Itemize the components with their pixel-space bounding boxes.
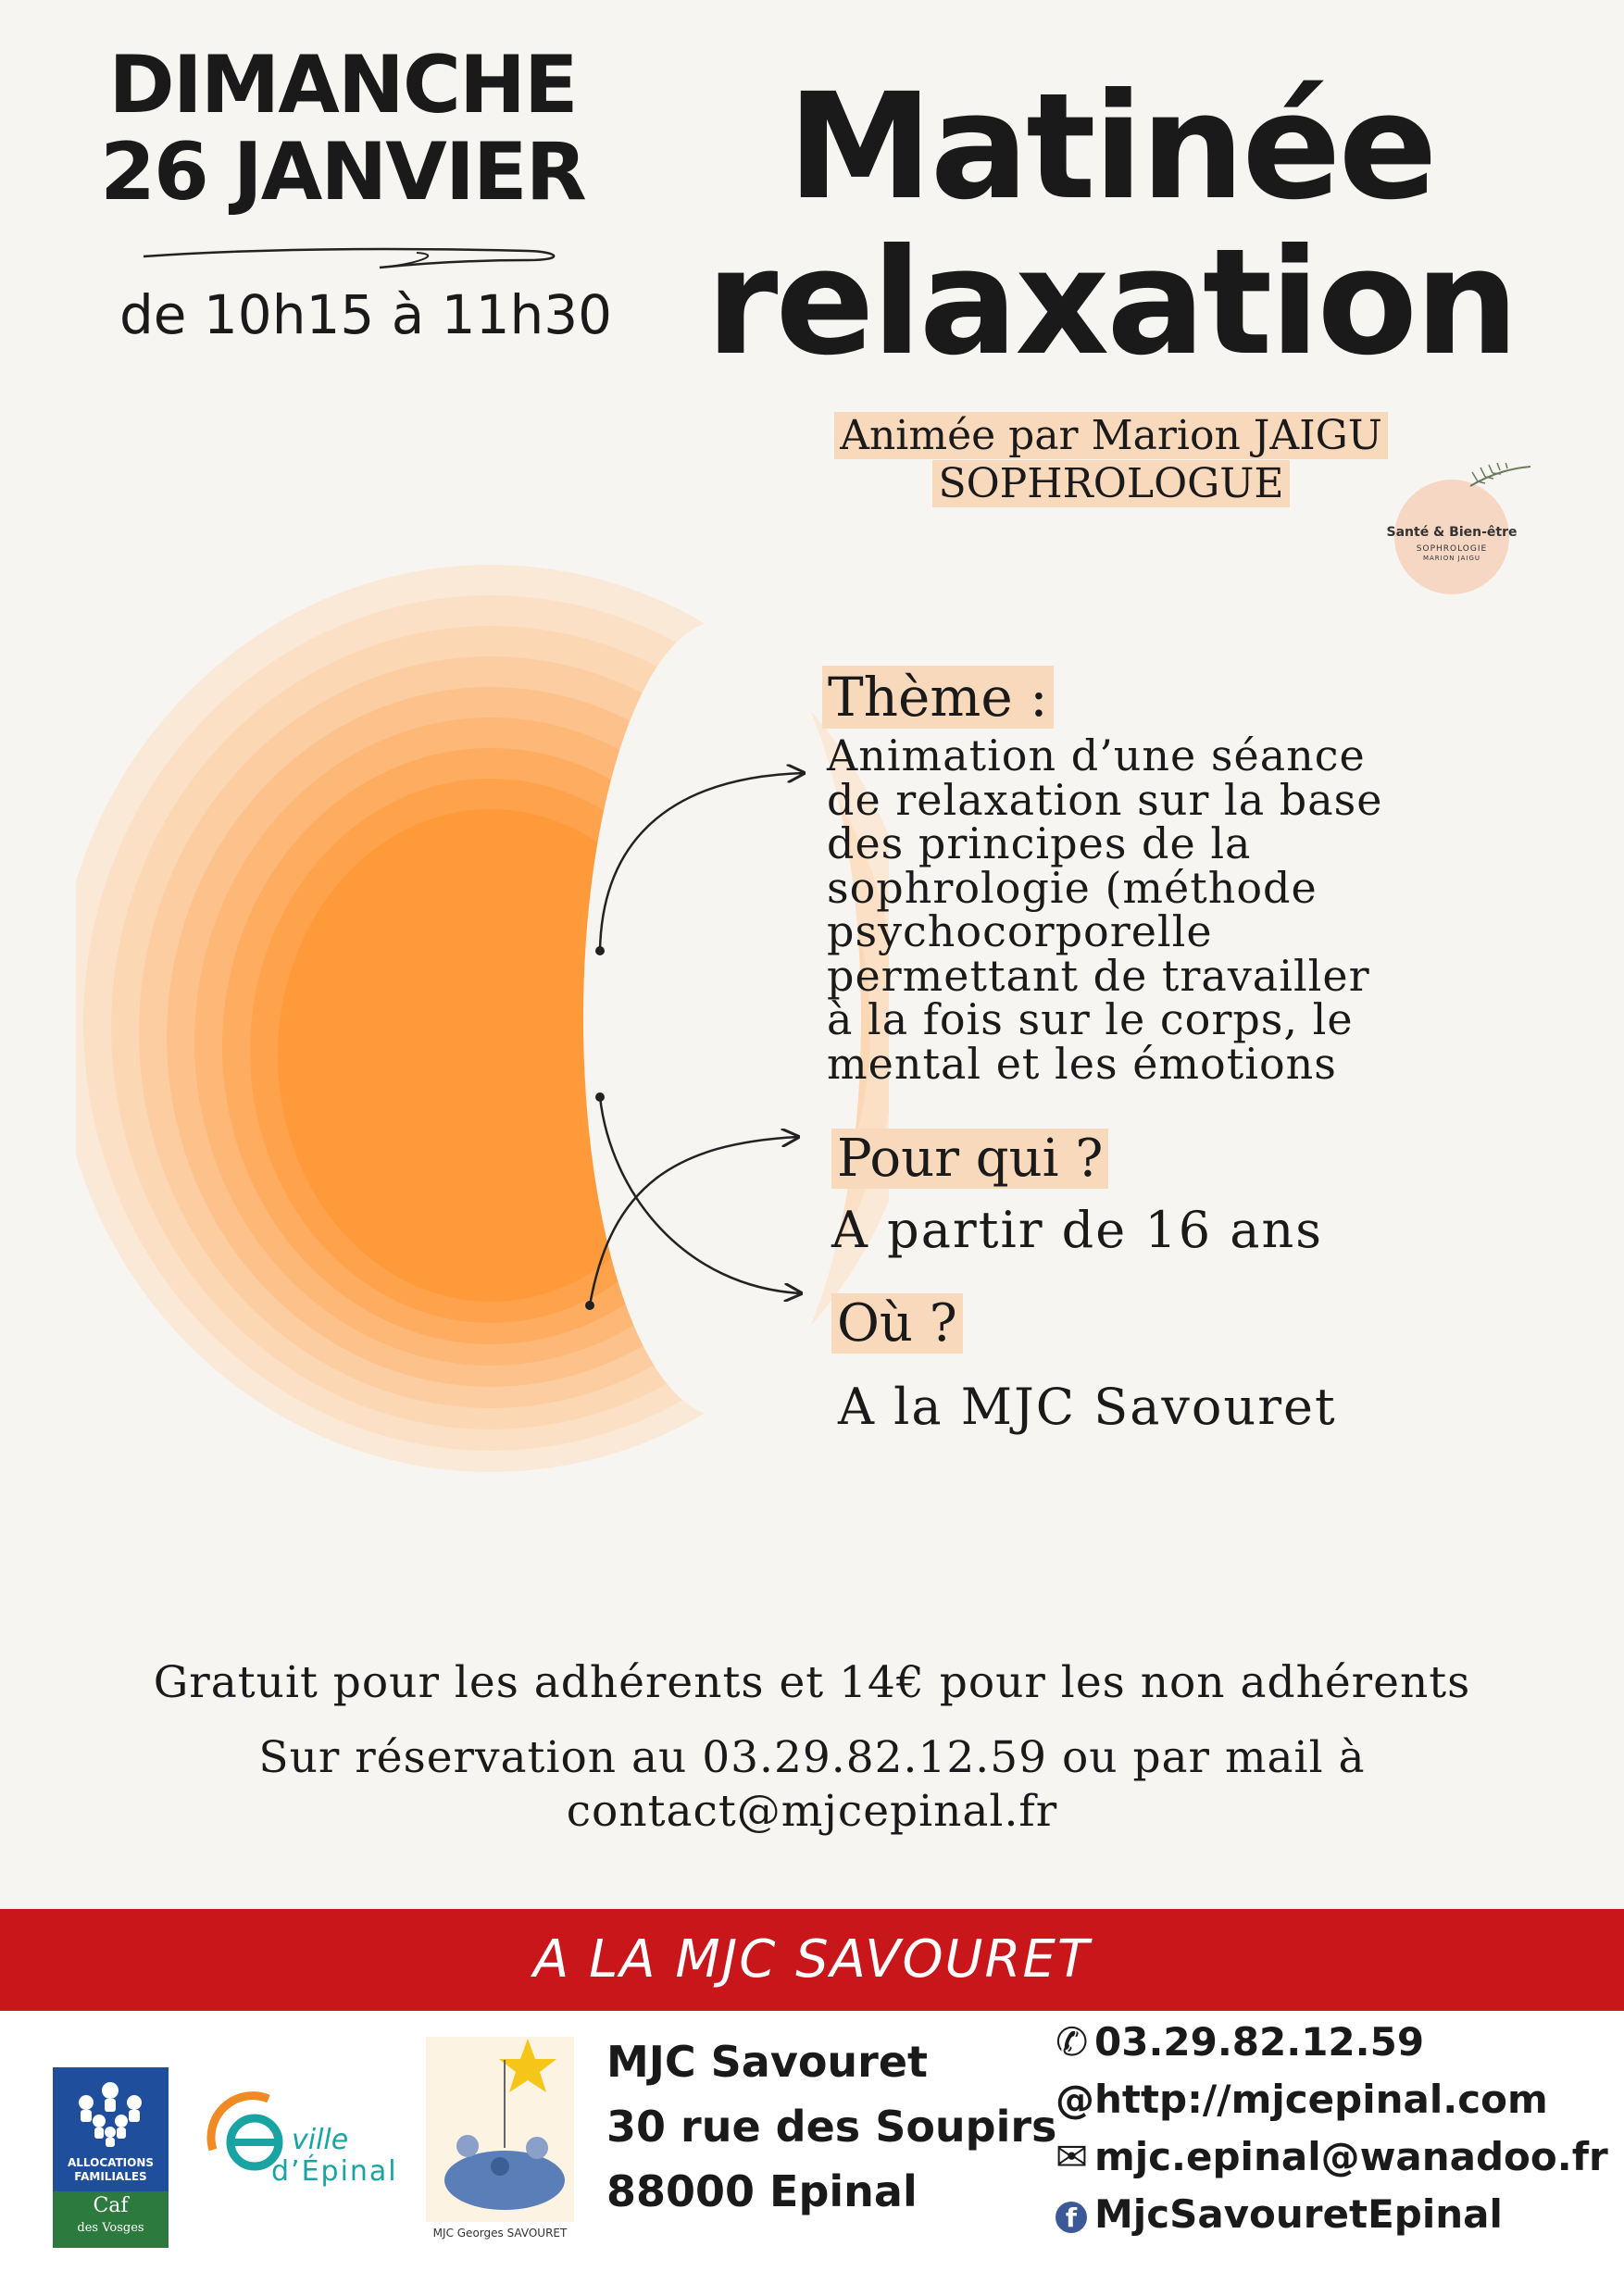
audience-heading: Pour qui ? — [831, 1128, 1108, 1191]
facebook-link[interactable]: MjcSavouretEpinal — [1094, 2191, 1503, 2237]
date-label: 26 JANVIER — [100, 126, 585, 218]
caf-line-1: ALLOCATIONS — [67, 2156, 155, 2169]
day-label: DIMANCHE — [108, 39, 577, 131]
animator-name: Animée par Marion JAIGU — [834, 412, 1388, 459]
venue-banner: A LA MJC SAVOURET — [0, 1909, 1624, 2011]
audience-text: A partir de 16 ans — [831, 1201, 1323, 1259]
pricing-text: Gratuit pour les adhérents et 14€ pour les non adhérents — [153, 1657, 1471, 1708]
title-line-2: relaxation — [706, 218, 1517, 388]
website-row — [1056, 2071, 1608, 2128]
envelope-icon: ✉ — [1056, 2134, 1089, 2179]
facebook-row — [1056, 2186, 1608, 2243]
address-line: 30 rue des Soupirs — [606, 2102, 1057, 2152]
ville-epinal-logo — [199, 2085, 417, 2196]
theme-line: sophrologie (méthode — [827, 862, 1318, 913]
sante-logo-sub1: SOPHROLOGIE — [1416, 544, 1488, 554]
caf-line-4: des Vosges — [77, 2221, 144, 2235]
sante-bien-etre-logo — [1368, 463, 1535, 602]
arrows-graphic — [574, 750, 833, 1324]
at-icon: @ — [1056, 2077, 1094, 2122]
phone-icon: ✆ — [1056, 2019, 1089, 2065]
theme-text — [827, 730, 1586, 1089]
email-link[interactable]: mjc.epinal@wanadoo.fr — [1094, 2134, 1608, 2179]
event-date — [65, 39, 620, 218]
epinal-line-2: d’Épinal — [271, 2155, 398, 2188]
address-line: MJC Savouret — [606, 2037, 929, 2087]
theme-line: psychocorporelle — [827, 906, 1213, 956]
caf-line-2: FAMILIALES — [74, 2170, 147, 2183]
theme-line: mental et les émotions — [827, 1038, 1337, 1089]
sante-logo-title: Santé & Bien-être — [1386, 525, 1518, 540]
location-text: A la MJC Savouret — [838, 1378, 1337, 1436]
reservation-line: Sur réservation au 03.29.82.12.59 ou par mail à — [258, 1732, 1366, 1783]
phone-number[interactable]: 03.29.82.12.59 — [1094, 2019, 1425, 2065]
flourish-decoration — [139, 236, 574, 273]
reservation-info — [0, 1731, 1624, 1839]
animator-role: SOPHROLOGUE — [932, 460, 1289, 507]
event-time: de 10h15 à 11h30 — [119, 283, 613, 346]
theme-heading: Thème : — [822, 665, 1054, 730]
theme-line: Animation d’une séance — [827, 730, 1366, 780]
footer-contacts — [1056, 2014, 1608, 2243]
location-heading: Où ? — [831, 1292, 963, 1355]
phone-row — [1056, 2014, 1608, 2071]
caf-line-3: Caf — [93, 2194, 129, 2217]
address-line: 88000 Epinal — [606, 2166, 918, 2216]
sante-logo-sub2: MARION JAIGU — [1422, 555, 1481, 562]
footer-address — [606, 2029, 1056, 2224]
mjc-savouret-logo — [417, 2028, 583, 2245]
page-title — [648, 62, 1574, 388]
theme-line: des principes de la — [827, 818, 1252, 868]
caf-logo — [53, 2067, 169, 2248]
website-link[interactable]: http://mjcepinal.com — [1094, 2077, 1548, 2122]
theme-line: de relaxation sur la base — [827, 774, 1383, 825]
mjc-logo-caption: MJC Georges SAVOURET — [432, 2227, 568, 2240]
facebook-icon: f — [1056, 2202, 1087, 2233]
epinal-line-1: ville — [292, 2124, 349, 2156]
title-line-1: Matinée — [787, 62, 1435, 232]
email-row — [1056, 2128, 1608, 2186]
theme-line: permettant de travailler — [827, 950, 1370, 1001]
theme-line: à la fois sur le corps, le — [827, 994, 1354, 1044]
reservation-email: contact@mjcepinal.fr — [566, 1786, 1058, 1837]
